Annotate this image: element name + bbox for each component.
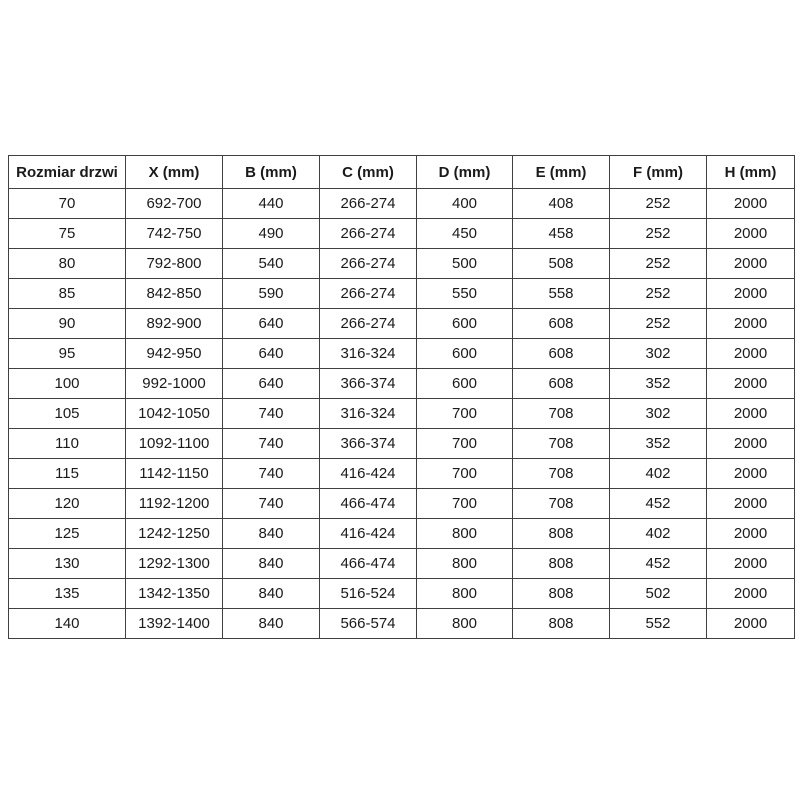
column-header-h-mm: H (mm) [707, 156, 795, 189]
table-cell: 452 [610, 549, 707, 579]
table-cell: 466-474 [320, 549, 417, 579]
table-cell: 840 [223, 519, 320, 549]
table-cell: 708 [513, 489, 610, 519]
table-cell: 95 [9, 339, 126, 369]
table-cell: 2000 [707, 549, 795, 579]
table-cell: 800 [417, 549, 513, 579]
table-cell: 700 [417, 489, 513, 519]
table-cell: 800 [417, 579, 513, 609]
table-cell: 316-324 [320, 399, 417, 429]
column-header-rozmiar-drzwi: Rozmiar drzwi [9, 156, 126, 189]
table-cell: 550 [417, 279, 513, 309]
table-cell: 2000 [707, 309, 795, 339]
table-cell: 490 [223, 219, 320, 249]
table-cell: 85 [9, 279, 126, 309]
header-row [9, 156, 795, 189]
table-cell: 2000 [707, 609, 795, 639]
table-cell: 366-374 [320, 369, 417, 399]
table-cell: 130 [9, 549, 126, 579]
table-cell: 566-574 [320, 609, 417, 639]
table-cell: 115 [9, 459, 126, 489]
table-cell: 266-274 [320, 219, 417, 249]
table-cell: 440 [223, 189, 320, 219]
table-header [9, 156, 795, 189]
table-body [9, 189, 795, 639]
table-cell: 80 [9, 249, 126, 279]
table-cell: 708 [513, 429, 610, 459]
table-row [9, 399, 795, 429]
table-cell: 840 [223, 579, 320, 609]
table-cell: 352 [610, 369, 707, 399]
table-cell: 416-424 [320, 459, 417, 489]
table-cell: 842-850 [126, 279, 223, 309]
table-cell: 70 [9, 189, 126, 219]
table-cell: 608 [513, 309, 610, 339]
table-cell: 408 [513, 189, 610, 219]
table-cell: 808 [513, 549, 610, 579]
column-header-x-mm: X (mm) [126, 156, 223, 189]
table-cell: 692-700 [126, 189, 223, 219]
table-cell: 352 [610, 429, 707, 459]
table-cell: 500 [417, 249, 513, 279]
table-cell: 2000 [707, 369, 795, 399]
table-row [9, 339, 795, 369]
table-cell: 2000 [707, 429, 795, 459]
table-cell: 2000 [707, 459, 795, 489]
table-cell: 800 [417, 609, 513, 639]
table-cell: 600 [417, 339, 513, 369]
table-cell: 110 [9, 429, 126, 459]
column-header-c-mm: C (mm) [320, 156, 417, 189]
table-cell: 700 [417, 399, 513, 429]
table-cell: 640 [223, 309, 320, 339]
table-cell: 1392-1400 [126, 609, 223, 639]
table-cell: 892-900 [126, 309, 223, 339]
column-header-e-mm: E (mm) [513, 156, 610, 189]
column-header-f-mm: F (mm) [610, 156, 707, 189]
table-row [9, 279, 795, 309]
table-cell: 808 [513, 609, 610, 639]
table-cell: 1042-1050 [126, 399, 223, 429]
table-cell: 252 [610, 219, 707, 249]
table-row [9, 549, 795, 579]
table-cell: 252 [610, 279, 707, 309]
table-cell: 302 [610, 399, 707, 429]
table-cell: 840 [223, 609, 320, 639]
table-cell: 2000 [707, 279, 795, 309]
table-cell: 640 [223, 339, 320, 369]
table-cell: 2000 [707, 219, 795, 249]
table-cell: 2000 [707, 399, 795, 429]
table-cell: 808 [513, 519, 610, 549]
table-cell: 90 [9, 309, 126, 339]
table-cell: 742-750 [126, 219, 223, 249]
table-cell: 266-274 [320, 249, 417, 279]
table-cell: 366-374 [320, 429, 417, 459]
table-cell: 125 [9, 519, 126, 549]
table-row [9, 489, 795, 519]
table-cell: 2000 [707, 489, 795, 519]
table-cell: 135 [9, 579, 126, 609]
table-cell: 552 [610, 609, 707, 639]
table-cell: 252 [610, 309, 707, 339]
table-cell: 1092-1100 [126, 429, 223, 459]
table-cell: 75 [9, 219, 126, 249]
table-cell: 502 [610, 579, 707, 609]
table-cell: 120 [9, 489, 126, 519]
table-cell: 402 [610, 519, 707, 549]
table-row [9, 519, 795, 549]
column-header-b-mm: B (mm) [223, 156, 320, 189]
table-cell: 100 [9, 369, 126, 399]
table-cell: 466-474 [320, 489, 417, 519]
table-row [9, 219, 795, 249]
table-cell: 450 [417, 219, 513, 249]
table-row [9, 609, 795, 639]
table-cell: 740 [223, 459, 320, 489]
table-cell: 1142-1150 [126, 459, 223, 489]
table-cell: 1342-1350 [126, 579, 223, 609]
table-cell: 516-524 [320, 579, 417, 609]
table-row [9, 579, 795, 609]
table-row [9, 189, 795, 219]
table-cell: 600 [417, 369, 513, 399]
table-cell: 708 [513, 459, 610, 489]
table-cell: 1242-1250 [126, 519, 223, 549]
table-cell: 792-800 [126, 249, 223, 279]
table-cell: 508 [513, 249, 610, 279]
table-cell: 266-274 [320, 279, 417, 309]
table-cell: 2000 [707, 249, 795, 279]
table-cell: 2000 [707, 339, 795, 369]
table-cell: 1292-1300 [126, 549, 223, 579]
table-cell: 402 [610, 459, 707, 489]
table-row [9, 309, 795, 339]
table-cell: 740 [223, 429, 320, 459]
table-row [9, 369, 795, 399]
table-cell: 266-274 [320, 189, 417, 219]
table-cell: 2000 [707, 189, 795, 219]
table-cell: 2000 [707, 579, 795, 609]
table-cell: 708 [513, 399, 610, 429]
table-cell: 608 [513, 369, 610, 399]
table-cell: 740 [223, 489, 320, 519]
table-cell: 540 [223, 249, 320, 279]
table-row [9, 249, 795, 279]
table-cell: 416-424 [320, 519, 417, 549]
table-cell: 558 [513, 279, 610, 309]
table-cell: 252 [610, 249, 707, 279]
table-cell: 942-950 [126, 339, 223, 369]
table-cell: 700 [417, 459, 513, 489]
door-size-spec-table [8, 155, 795, 639]
table-cell: 590 [223, 279, 320, 309]
table-row [9, 459, 795, 489]
table-cell: 316-324 [320, 339, 417, 369]
table-cell: 105 [9, 399, 126, 429]
table-cell: 140 [9, 609, 126, 639]
table-cell: 458 [513, 219, 610, 249]
table-cell: 1192-1200 [126, 489, 223, 519]
table-cell: 600 [417, 309, 513, 339]
table-cell: 266-274 [320, 309, 417, 339]
table-cell: 740 [223, 399, 320, 429]
table-cell: 840 [223, 549, 320, 579]
table-cell: 640 [223, 369, 320, 399]
table-row [9, 429, 795, 459]
column-header-d-mm: D (mm) [417, 156, 513, 189]
table-cell: 252 [610, 189, 707, 219]
table-cell: 992-1000 [126, 369, 223, 399]
table-cell: 2000 [707, 519, 795, 549]
table-cell: 700 [417, 429, 513, 459]
table-cell: 302 [610, 339, 707, 369]
table-cell: 608 [513, 339, 610, 369]
table-cell: 800 [417, 519, 513, 549]
table-cell: 452 [610, 489, 707, 519]
table-cell: 808 [513, 579, 610, 609]
table-cell: 400 [417, 189, 513, 219]
